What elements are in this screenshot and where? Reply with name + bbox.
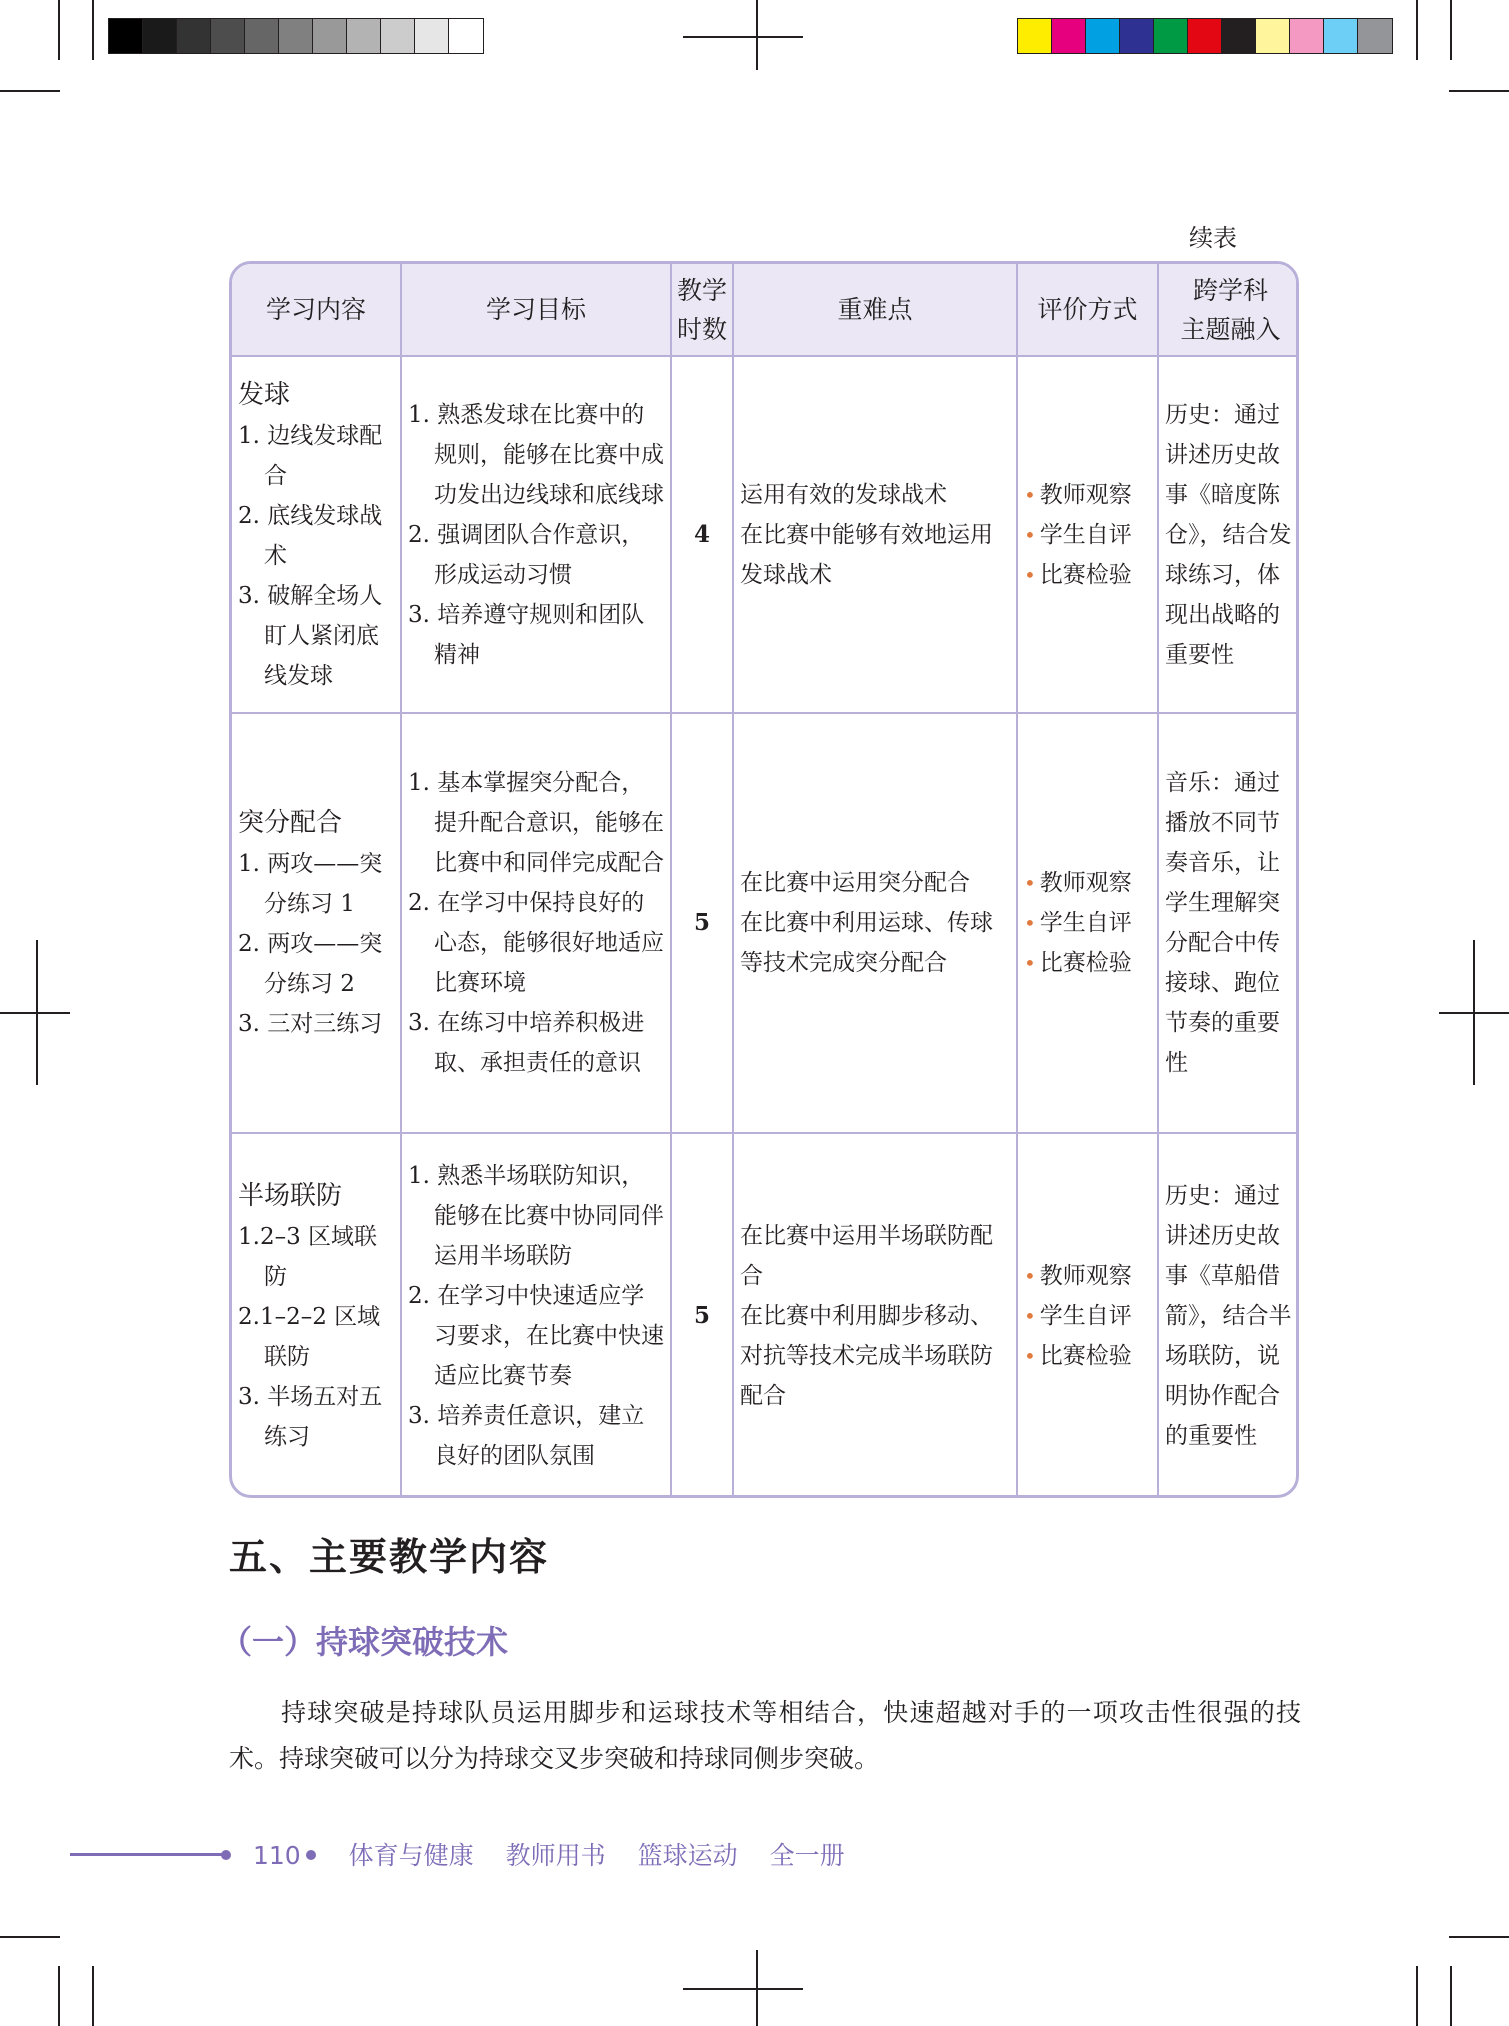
color-swatch: [449, 19, 483, 53]
goals-cell: [401, 713, 671, 1133]
section-heading: 五、主要教学内容: [229, 1534, 550, 1579]
key-point: 在比赛中利用脚步移动、对抗等技术完成半场联防配合: [740, 1302, 993, 1409]
color-swatch: [1086, 19, 1120, 53]
table-row: [232, 356, 1299, 713]
color-swatch: [1154, 19, 1188, 53]
content-cell: [232, 1133, 401, 1497]
footer-dot-icon: [221, 1850, 231, 1860]
color-swatch: [1052, 19, 1086, 53]
content-item: 2.1–2–2 区域联防: [238, 1303, 381, 1370]
bullet-icon: •: [1024, 482, 1036, 507]
table-row: [232, 1133, 1299, 1497]
color-swatch: [177, 19, 211, 53]
goal-item: 3. 培养遵守规则和团队精神: [408, 601, 645, 668]
key-points-cell: [733, 1133, 1017, 1497]
goal-item: 3. 在练习中培养积极进取、承担责任的意识: [408, 1010, 645, 1076]
key-points-cell: [733, 356, 1017, 713]
footer-sport: 篮球运动: [637, 1841, 738, 1870]
hours-cell: 5: [671, 713, 733, 1133]
color-swatch: [347, 19, 381, 53]
goal-item: 2. 在学习中保持良好的心态，能够很好地适应比赛环境: [408, 890, 664, 996]
header-evaluation: 评价方式: [1017, 264, 1158, 356]
cross-subject-cell: 历史：通过讲述历史故事《暗度陈仓》，结合发球练习，体现出战略的重要性: [1158, 356, 1299, 713]
table-row: [232, 713, 1299, 1133]
bullet-icon: •: [1024, 562, 1036, 587]
key-points-cell: [733, 713, 1017, 1133]
goals-cell: [401, 356, 671, 713]
goals-cell: [401, 1133, 671, 1497]
content-cell: [232, 713, 401, 1133]
color-swatch: [381, 19, 415, 53]
crop-mark: [1450, 0, 1452, 60]
hours-cell: 4: [671, 356, 733, 713]
crop-mark: [1449, 90, 1509, 92]
crop-mark: [683, 36, 803, 38]
bullet-icon: •: [1024, 1303, 1036, 1328]
color-swatch: [109, 19, 143, 53]
color-swatch: [143, 19, 177, 53]
color-swatch: [279, 19, 313, 53]
key-point: 在比赛中利用运球、传球等技术完成突分配合: [740, 910, 993, 976]
content-item: 1. 边线发球配合: [238, 422, 383, 489]
page-footer: [253, 1836, 869, 1872]
crop-mark: [1450, 1966, 1452, 2026]
footer-book-type: 教师用书: [505, 1841, 606, 1870]
bullet-icon: •: [1024, 522, 1036, 547]
evaluation-item: 学生自评: [1039, 910, 1132, 936]
footer-book-title: 体育与健康: [348, 1841, 474, 1870]
evaluation-item: 教师观察: [1039, 1262, 1132, 1289]
goal-item: 3. 培养责任意识，建立良好的团队氛围: [408, 1402, 645, 1469]
color-swatch: [211, 19, 245, 53]
content-item: 3. 三对三练习: [238, 1011, 383, 1037]
evaluation-cell: [1017, 1133, 1158, 1497]
page-number: 110: [253, 1841, 301, 1870]
header-learning-content: 学习内容: [232, 264, 401, 356]
color-swatch: [313, 19, 347, 53]
cross-subject-cell: 历史：通过讲述历史故事《草船借箭》，结合半场联防，说明协作配合的重要性: [1165, 1182, 1292, 1449]
content-title: 突分配合: [238, 808, 343, 838]
grayscale-color-bar: [108, 18, 484, 54]
header-key-points: 重难点: [733, 264, 1017, 356]
crop-mark: [756, 0, 758, 70]
content-item: 1. 两攻——突分练习 1: [238, 851, 383, 917]
crop-mark: [58, 0, 60, 60]
cross-subject-cell: 音乐：通过播放不同节奏音乐，让学生理解突分配合中传接球、跑位节奏的重要性: [1158, 713, 1299, 1133]
evaluation-item: 学生自评: [1039, 1302, 1132, 1329]
content-item: 3. 破解全场人盯人紧闭底线发球: [238, 582, 383, 689]
key-point: 在比赛中运用突分配合: [740, 870, 970, 896]
evaluation-item: 比赛检验: [1039, 561, 1132, 588]
color-swatch: [415, 19, 449, 53]
crop-mark: [1416, 0, 1418, 60]
color-swatch: [1188, 19, 1222, 53]
content-cell: [232, 356, 401, 713]
bullet-icon: •: [1024, 951, 1036, 975]
evaluation-item: 学生自评: [1039, 521, 1132, 548]
content-item: 1.2–3 区域联防: [238, 1223, 378, 1290]
evaluation-item: 比赛检验: [1039, 950, 1132, 976]
crop-mark: [92, 0, 94, 60]
evaluation-cell: [1017, 356, 1158, 713]
content-item: 2. 两攻——突分练习 2: [238, 931, 383, 997]
key-point: 在比赛中运用半场联防配合: [740, 1222, 993, 1289]
crop-mark: [1416, 1966, 1418, 2026]
evaluation-cell: [1017, 713, 1158, 1133]
color-swatch: [1256, 19, 1290, 53]
crop-mark: [92, 1966, 94, 2026]
footer-volume: 全一册: [769, 1841, 845, 1870]
color-swatch: [1222, 19, 1256, 53]
evaluation-item: 教师观察: [1039, 481, 1132, 508]
crop-mark: [756, 1950, 758, 2026]
header-learning-goals: 学习目标: [401, 264, 671, 356]
color-swatch: [1324, 19, 1358, 53]
color-swatch: [1018, 19, 1052, 53]
bullet-icon: •: [1024, 1343, 1036, 1368]
bullet-icon: •: [1024, 1263, 1036, 1288]
goal-item: 1. 熟悉发球在比赛中的规则，能够在比赛中成功发出边线球和底线球: [408, 401, 664, 508]
header-teaching-hours: 教学 时数: [671, 264, 733, 356]
color-swatch: [1358, 19, 1392, 53]
crop-mark: [58, 1966, 60, 2026]
goal-item: 1. 基本掌握突分配合，提升配合意识，能够在比赛中和同伴完成配合: [408, 770, 664, 876]
goal-item: 1. 熟悉半场联防知识，能够在比赛中协同同伴运用半场联防: [408, 1162, 664, 1269]
content-title: 半场联防: [238, 1180, 343, 1211]
key-point: 在比赛中能够有效地运用发球战术: [740, 521, 993, 588]
crop-mark: [0, 90, 60, 92]
bullet-icon: •: [1024, 911, 1036, 935]
crop-mark: [36, 940, 38, 1085]
crop-mark: [683, 1988, 803, 1990]
color-swatch: [1290, 19, 1324, 53]
crop-mark: [0, 1012, 70, 1014]
footer-rule: [70, 1853, 222, 1856]
crop-mark: [0, 1936, 60, 1938]
content-item: 3. 半场五对五练习: [238, 1383, 383, 1450]
color-swatch: [1120, 19, 1154, 53]
goal-item: 2. 在学习中快速适应学习要求，在比赛中快速适应比赛节奏: [408, 1282, 664, 1389]
color-swatch: [245, 19, 279, 53]
header-cross-subject: 跨学科 主题融入: [1158, 264, 1299, 356]
process-color-bar: [1017, 18, 1393, 54]
evaluation-item: 比赛检验: [1039, 1342, 1132, 1369]
continued-table-label: 续表: [1189, 224, 1237, 252]
table-header-row: [232, 264, 1299, 356]
crop-mark: [1473, 940, 1475, 1085]
content-item: 2. 底线发球战术: [238, 502, 383, 569]
curriculum-table: [229, 261, 1299, 1498]
key-point: 运用有效的发球战术: [740, 481, 947, 508]
crop-mark: [1449, 1936, 1509, 1938]
subsection-heading: （一）持球突破技术: [220, 1623, 509, 1661]
goal-item: 2. 强调团队合作意识，形成运动习惯: [408, 521, 645, 588]
content-title: 发球: [238, 379, 291, 410]
evaluation-item: 教师观察: [1039, 870, 1132, 896]
bullet-icon: •: [1024, 871, 1036, 895]
body-paragraph: 持球突破是持球队员运用脚步和运球技术等相结合，快速超越对手的一项攻击性很强的技术。持球突破可以分为持球交叉步突破和持球同侧步突破。: [229, 1698, 1301, 1773]
hours-cell: 5: [671, 1133, 733, 1497]
